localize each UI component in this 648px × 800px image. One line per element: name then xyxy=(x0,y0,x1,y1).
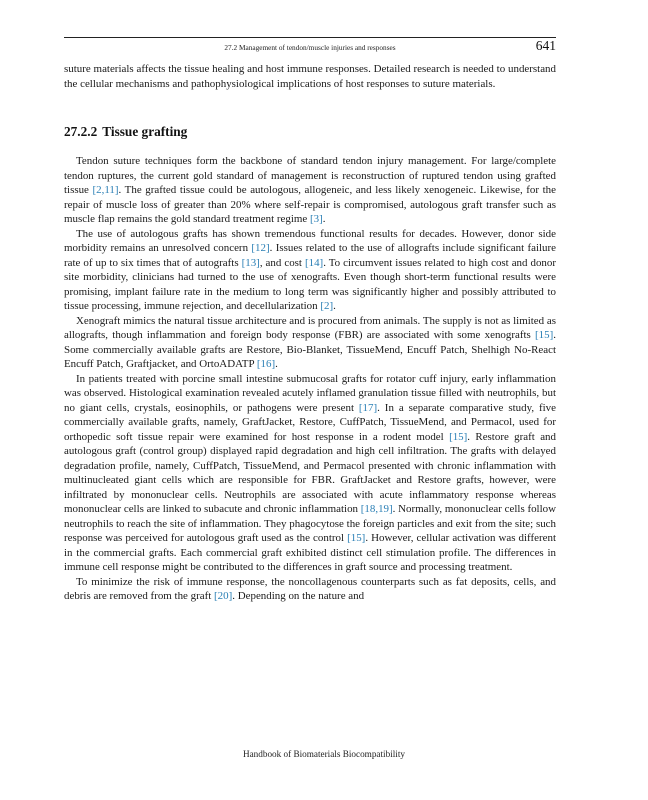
paragraph-text: Xenograft mimics the natural tissue architecture and is procured from animals. The supply is not as limited as allografts, though inflammation and foreign body response (FBR) are associated with some xenografts xyxy=(64,314,556,341)
citation-link[interactable]: [14] xyxy=(304,256,324,269)
paragraph-text: . xyxy=(322,213,326,225)
section-heading xyxy=(64,123,556,141)
footer-book-title: Handbook of Biomaterials Biocompatibility xyxy=(242,749,406,759)
paragraph-text: . xyxy=(333,300,336,312)
paragraph-text: . The grafted tissue could be autologous, allogeneic, and less likely xenogeneic. Likewise, for the repair of muscle loss of greater than 20% where self-repair is compromised, autologous graft transfer such as muscle flap remains the gold standard treatment regime xyxy=(64,184,556,225)
citation-link[interactable]: [15] xyxy=(347,532,366,544)
citation-link[interactable]: [13] xyxy=(241,256,260,269)
citation-link[interactable]: [3] xyxy=(310,213,323,225)
paragraph-text: . However, cellular activation was different in the commercial grafts. Each commercial graft exhibited distinct cell stimulation profile. The differences in immune cell response might be contributed to the differences in graft source and processing treatment. xyxy=(64,532,556,573)
citation-link[interactable]: [15] xyxy=(535,329,554,341)
citation-link[interactable]: [20] xyxy=(214,590,233,602)
running-title: 27.2 Management of tendon/muscle injuries and responses xyxy=(224,43,396,52)
paragraph-text: . Depending on the nature and xyxy=(232,590,365,602)
body-paragraph xyxy=(64,575,556,604)
citation-link[interactable]: [16] xyxy=(256,358,276,370)
paragraph-text: To minimize the risk of immune response, the noncollagenous counterparts such as fat deposits, cells, and debris are removed from the graft xyxy=(64,575,556,602)
citation-link[interactable]: [2] xyxy=(320,300,334,312)
paragraph-text: Tendon suture techniques form the backbone of standard tendon injury management. For large/complete tendon ruptures, the current gold standard of management is reconstruction of ruptured tendon using grafted tissue xyxy=(64,155,556,196)
running-head xyxy=(64,38,556,56)
section-title: Tissue grafting xyxy=(102,124,188,139)
paragraph-text: The use of autologous grafts has shown tremendous functional results for decades. However, donor side morbidity remains an unresolved concern xyxy=(64,227,556,254)
citation-link[interactable]: [12] xyxy=(251,242,270,254)
body-paragraph xyxy=(64,314,556,372)
page-number: 641 xyxy=(535,38,556,53)
paragraph-text: . Some commercially available grafts are Restore, Bio-Blanket, TissueMend, Encuff Patch, Shelhigh No-React Encuff Patch, Graftjacket, and OrtoADATP xyxy=(64,329,556,370)
intro-paragraph: suture materials affects the tissue healing and host immune responses. Detailed research is needed to understand the cellular mechanisms and pathophysiological implications of host responses to suture materials. xyxy=(64,63,556,90)
paragraph-text: . Issues related to the use of allografts include significant failure rate of up to six times that of autografts xyxy=(64,242,556,269)
paragraph-text: . xyxy=(275,358,278,370)
citation-link[interactable]: [2,11] xyxy=(92,184,119,196)
paragraph-text: In patients treated with porcine small intestine submucosal grafts for rotator cuff injury, early inflammation was observed. Histological examination revealed acutely inflamed granulation tissue filled with neutrophils, but no giant cells, crystals, eosinophils, or pathogens were present xyxy=(64,372,556,414)
paragraph-text: . To circumvent issues related to high cost and donor site morbidity, clinicians had turned to the use of xenografts. Even though short-term functional results were promising, implant failure rate in the medium to long term was significantly higher and possibly attributed to tissue processing, immune rejection, and decellularization xyxy=(64,256,556,312)
section-number: 27.2.2 xyxy=(64,124,98,139)
citation-link[interactable]: [15] xyxy=(449,430,468,443)
paragraph-text: . Normally, mononuclear cells follow neutrophils to reach the site of inflammation. They phagocytose the foreign particles and exit from the site; such response was perceived for autologous graft used as the control xyxy=(64,503,556,544)
paragraph-text: . In a separate comparative study, five commercially available grafts, namely, GraftJacket, Restore, CuffPatch, TissueMend, and Permacol, used for orthopedic soft tissue repair were examined for host response in a rodent model xyxy=(64,401,556,443)
body-paragraph xyxy=(64,154,556,227)
section-body xyxy=(64,154,556,604)
paragraph-text: , and cost xyxy=(259,256,305,269)
citation-link[interactable]: [18,19] xyxy=(360,503,393,515)
page-body xyxy=(64,62,556,604)
body-paragraph xyxy=(64,227,556,314)
citation-link[interactable]: [17] xyxy=(358,401,378,414)
paragraph-text: . Restore graft and autologous graft (control group) displayed rapid degradation and high cell infiltration. The grafts with delayed degradation profile, namely, CuffPatch, TissueMend, and Permacol presented with chronic inflammation with multinucleated giant cells which are responsible for FBR. GraftJacket and Restore grafts, however, were infiltrated by mononuclear cells. Neutrophils are associated with acute inflammatory response whereas mononuclear cells are linked to subacute and chronic inflammation xyxy=(64,430,556,515)
body-paragraph xyxy=(64,372,556,575)
